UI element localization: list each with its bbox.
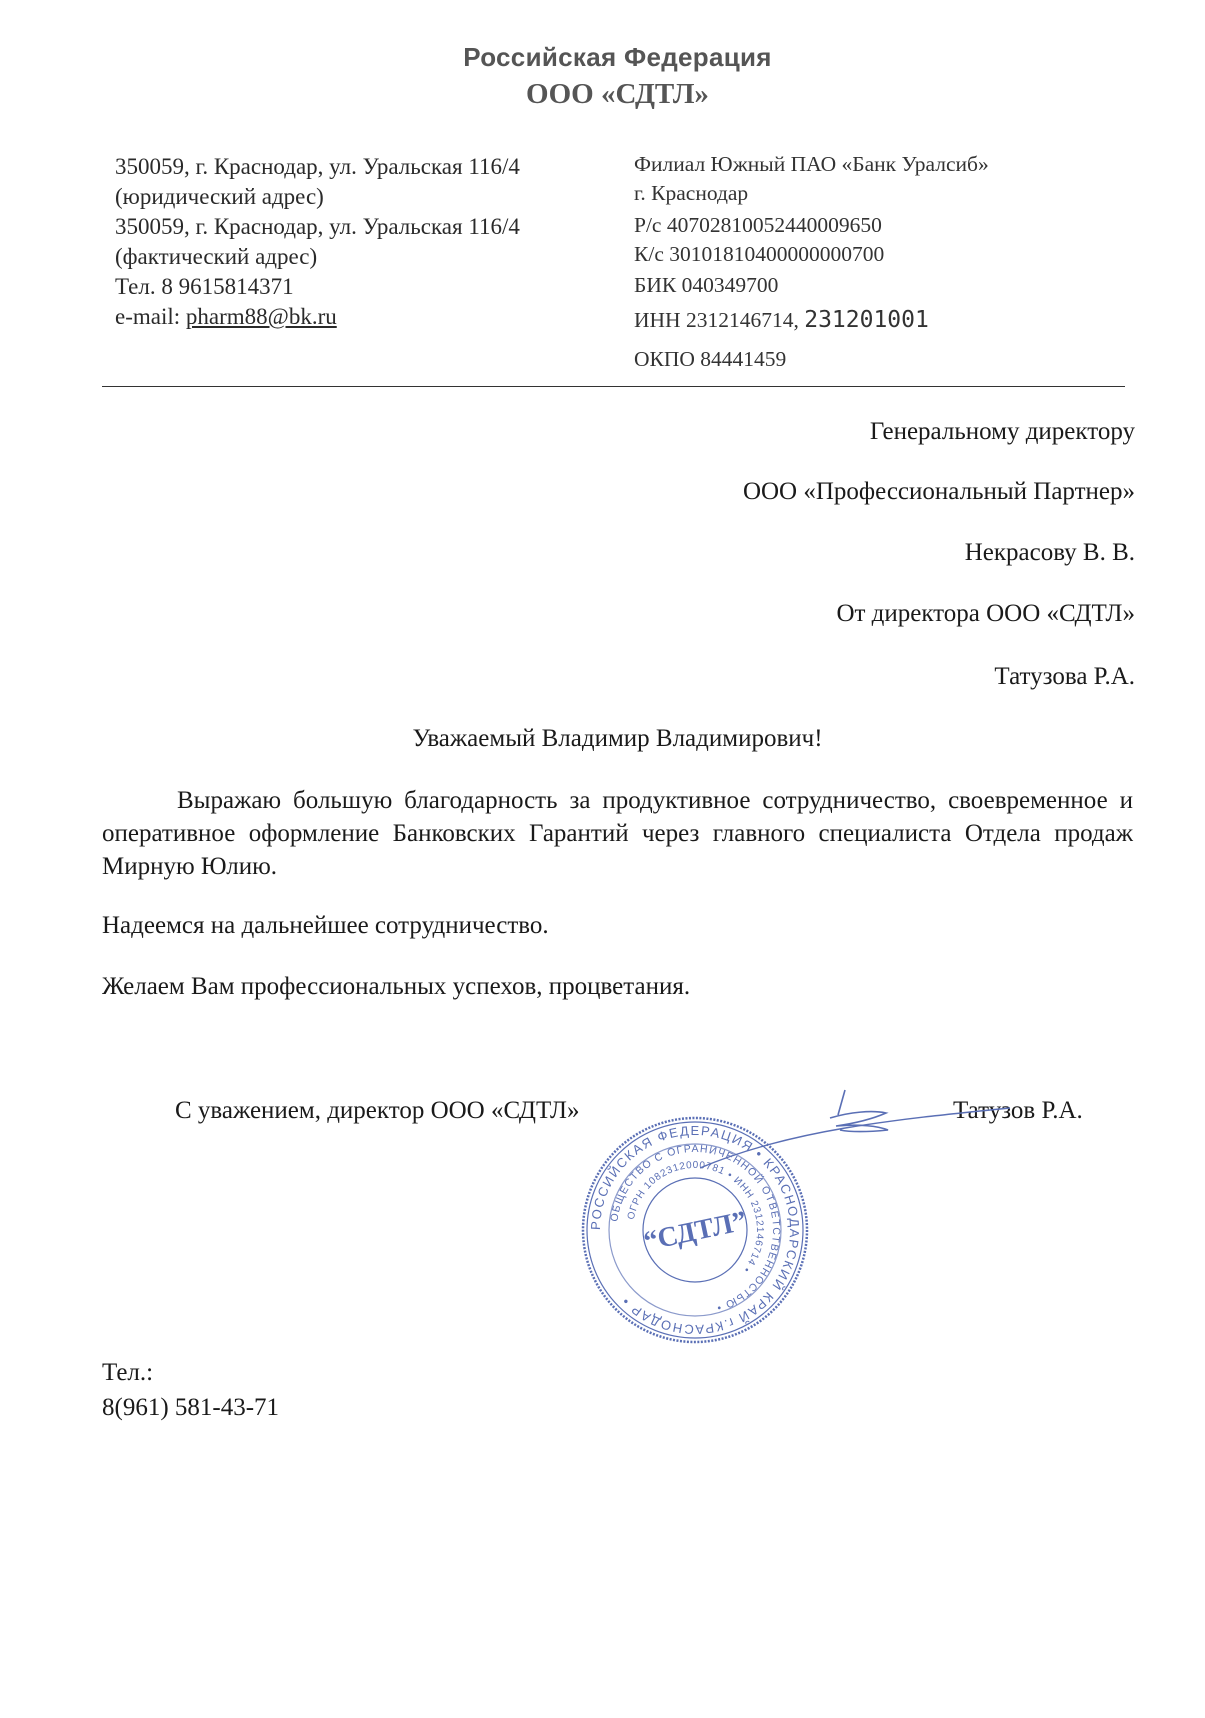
seal-middle-textpath: ОБЩЕСТВО С ОГРАНИЧЕННОЙ ОТВЕТСТВЕННОСТЬЮ • bbox=[608, 1142, 783, 1314]
legal-address-note: (юридический адрес) bbox=[115, 184, 324, 209]
bank-account: Р/с 40702810052440009650 bbox=[634, 213, 882, 237]
recipient-title: Генеральному директору bbox=[869, 418, 1135, 445]
footer-tel-label: Тел.: bbox=[102, 1359, 154, 1386]
email-label: e-mail: bbox=[115, 304, 186, 329]
address-block bbox=[115, 152, 520, 332]
inn-kpp-line bbox=[634, 307, 929, 333]
sender-title: От директора ООО «СДТЛ» bbox=[836, 600, 1135, 627]
bank-bik: БИК 040349700 bbox=[634, 273, 779, 297]
seal-center-text: “СДТЛ” bbox=[641, 1205, 750, 1258]
kpp-value: 231201001 bbox=[804, 307, 929, 333]
bank-name: Филиал Южный ПАО «Банк Уралсиб» bbox=[634, 152, 989, 176]
recipient-name: Некрасову В. В. bbox=[964, 539, 1135, 566]
seal-outer-textpath: РОССИЙСКАЯ ФЕДЕРАЦИЯ • КРАСНОДАРСКИЙ КРАЙ г.КРАСНОДАР • bbox=[587, 1122, 803, 1338]
signer-name: Татузов Р.А. bbox=[953, 1097, 1083, 1124]
legal-address: 350059, г. Краснодар, ул. Уральская 116/4 bbox=[115, 154, 520, 179]
letter-paragraph-gratitude: Выражаю большую благодарность за продуктивное сотрудничество, своевременное и оперативное оформление Банковских Гарантий через главного специалиста Отдела продаж Мирную Юлию. bbox=[102, 787, 1133, 880]
recipient-company: ООО «Профессиональный Партнер» bbox=[742, 478, 1135, 505]
email-line bbox=[115, 302, 520, 332]
seal-inner-textpath: ОГРН 1082312000781 • ИНН 2312146714 • bbox=[625, 1159, 766, 1275]
phone-line: Тел. 8 9615814371 bbox=[115, 274, 294, 299]
header-divider bbox=[102, 386, 1125, 387]
bank-city: г. Краснодар bbox=[634, 181, 749, 205]
closing-line: С уважением, директор ООО «СДТЛ» bbox=[175, 1097, 580, 1124]
letter-paragraph-wishes: Желаем Вам профессиональных успехов, процветания. bbox=[102, 973, 691, 1000]
header-country: Российская Федерация bbox=[463, 42, 772, 72]
footer-tel-number: 8(961) 581-43-71 bbox=[102, 1394, 280, 1421]
actual-address-note: (фактический адрес) bbox=[115, 244, 318, 269]
okpo-line: ОКПО 84441459 bbox=[634, 347, 787, 371]
header-company: ООО «СДТЛ» bbox=[526, 78, 709, 110]
inn-prefix: ИНН 2312146714, bbox=[634, 308, 805, 332]
footer-contact bbox=[102, 1355, 279, 1425]
salutation: Уважаемый Владимир Владимирович! bbox=[412, 725, 823, 752]
sender-name: Татузова Р.А. bbox=[994, 663, 1135, 690]
company-seal bbox=[575, 1110, 815, 1350]
letter-paragraph-cooperation: Надеемся на дальнейшее сотрудничество. bbox=[102, 912, 549, 939]
actual-address: 350059, г. Краснодар, ул. Уральская 116/4 bbox=[115, 214, 520, 239]
bank-corr-account: К/с 30101810400000000700 bbox=[634, 242, 885, 266]
email-link[interactable]: pharm88@bk.ru bbox=[185, 304, 337, 329]
